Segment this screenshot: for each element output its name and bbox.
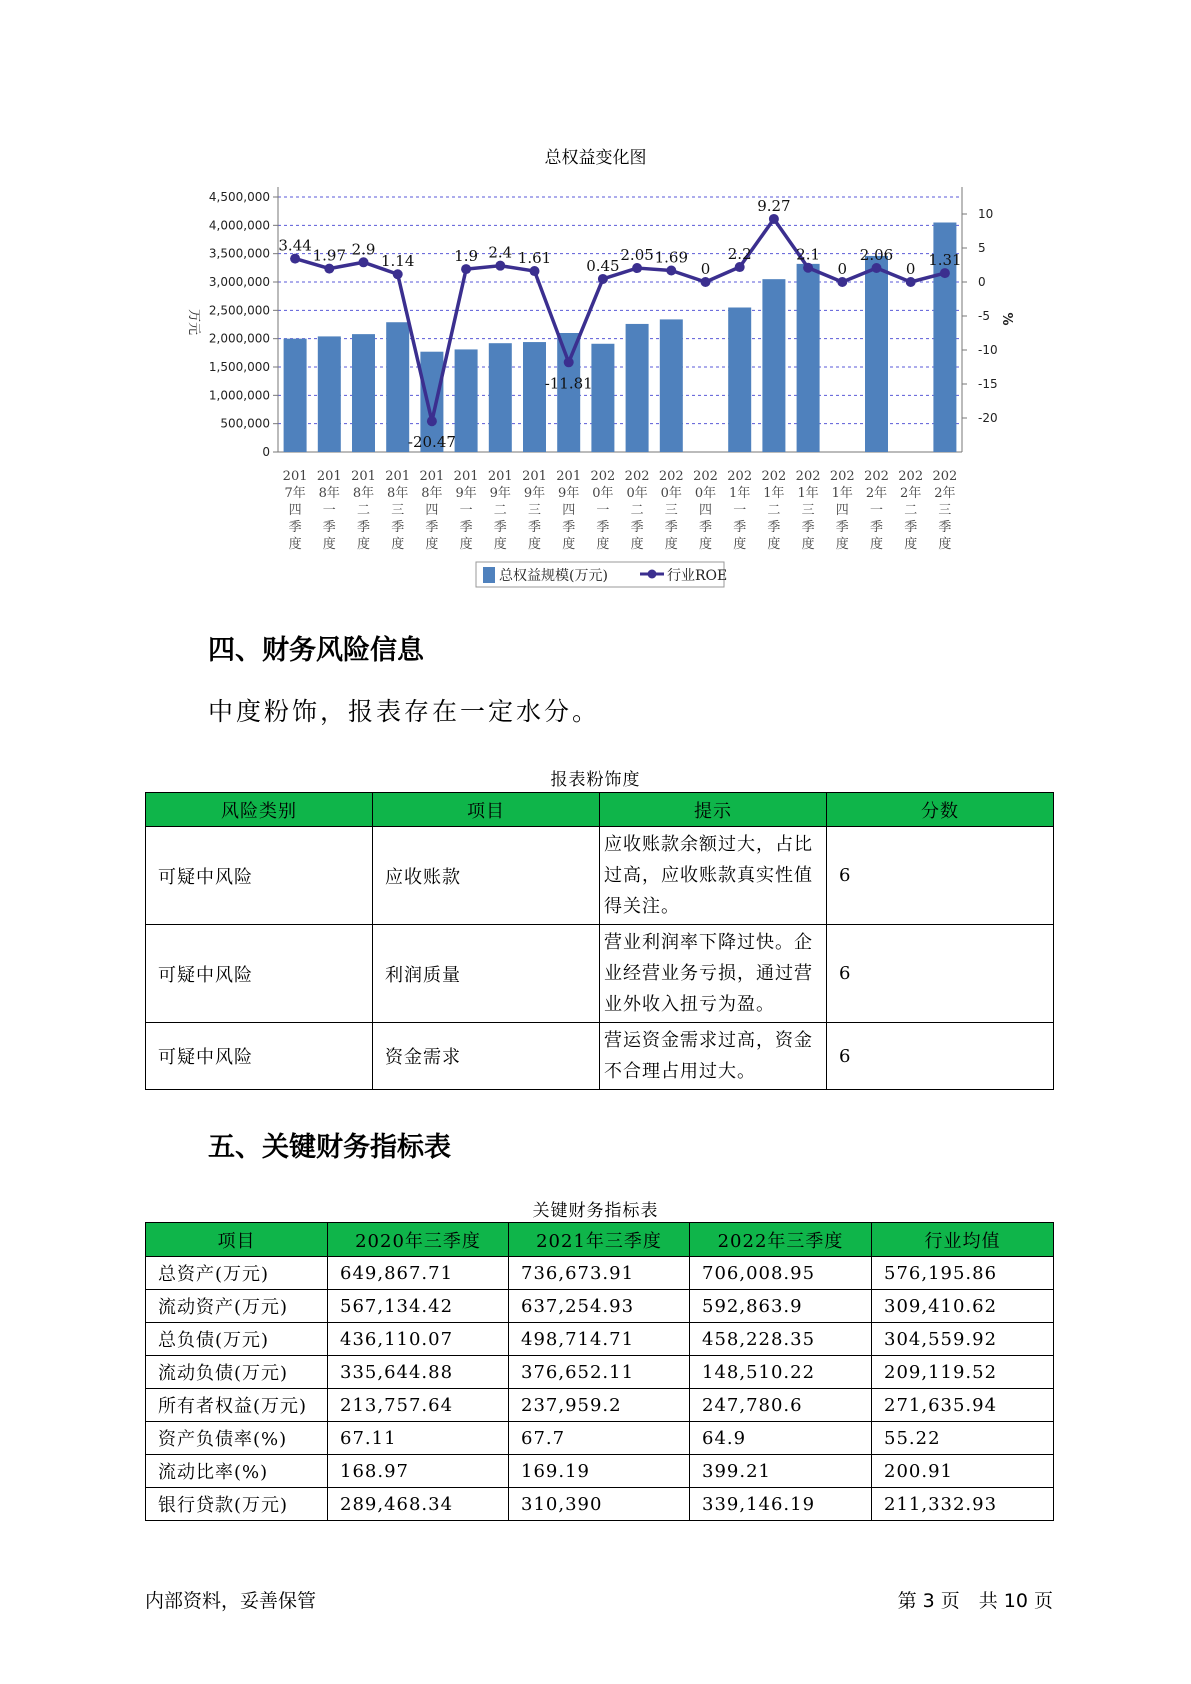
- metric-name-cell: 总资产(万元): [146, 1257, 328, 1290]
- bar: [318, 336, 341, 452]
- x-tick-label: 0年: [660, 486, 682, 501]
- roe-data-label: 2.06: [859, 245, 894, 264]
- roe-point: [735, 262, 745, 272]
- risk-item-cell: 应收账款: [373, 827, 600, 925]
- x-tick-label: 1年: [729, 486, 751, 501]
- x-tick-label: 季: [767, 520, 781, 535]
- metric-value-cell: 67.7: [509, 1422, 690, 1455]
- x-tick-label: 二: [904, 503, 918, 518]
- x-tick-label: 度: [801, 537, 815, 552]
- chart-title: 总权益变化图: [544, 148, 647, 168]
- x-tick-label: 202: [624, 469, 650, 484]
- x-tick-label: 202: [693, 469, 718, 484]
- bar: [352, 334, 375, 452]
- metric-value-cell: 168.97: [328, 1455, 509, 1488]
- y2-tick-label: 0: [978, 275, 986, 289]
- x-tick-label: 二: [356, 503, 371, 518]
- metric-value-cell: 498,714.71: [509, 1323, 690, 1356]
- x-tick-label: 度: [733, 537, 747, 552]
- risk-item-cell: 资金需求: [373, 1023, 600, 1090]
- x-tick-label: 季: [869, 520, 884, 535]
- roe-data-label: 9.27: [757, 196, 791, 215]
- x-tick-label: 1年: [763, 486, 785, 501]
- x-tick-label: 季: [356, 520, 371, 535]
- x-tick-label: 一: [869, 503, 884, 518]
- y-tick-label: 500,000: [220, 416, 270, 431]
- roe-point: [940, 268, 950, 278]
- section4-heading: 四、财务风险信息: [208, 635, 424, 666]
- risk-category-cell: 可疑中风险: [146, 925, 373, 1023]
- header-cell: 项目: [146, 1223, 328, 1257]
- x-tick-label: 季: [596, 520, 610, 535]
- metric-value-cell: 436,110.07: [328, 1323, 509, 1356]
- bar: [489, 343, 512, 452]
- x-tick-label: 1年: [797, 486, 819, 501]
- x-tick-label: 202: [795, 469, 821, 484]
- roe-data-label: 1.31: [928, 251, 962, 270]
- metric-name-cell: 流动比率(%): [146, 1455, 328, 1488]
- x-tick-label: 2年: [865, 486, 888, 501]
- x-tick-label: 一: [459, 503, 473, 518]
- header-cell: 项目: [373, 793, 600, 827]
- roe-data-label: 2.9: [351, 240, 376, 259]
- x-tick-label: 度: [493, 537, 507, 552]
- x-tick-label: 四: [562, 503, 576, 518]
- bar: [626, 324, 649, 452]
- roe-data-label: -11.81: [544, 374, 593, 393]
- table-row: [146, 1389, 1054, 1422]
- x-tick-label: 季: [425, 520, 439, 535]
- x-tick-label: 202: [727, 469, 753, 484]
- x-tick-label: 度: [630, 537, 644, 552]
- bar: [523, 342, 546, 452]
- metric-value-cell: 211,332.93: [872, 1488, 1054, 1521]
- x-tick-label: 202: [658, 469, 684, 484]
- x-tick-label: 度: [391, 537, 405, 552]
- x-tick-label: 2年: [900, 486, 922, 501]
- equity-chart: [0, 0, 1191, 600]
- x-tick-label: 季: [562, 520, 576, 535]
- section5-heading: 五、关键财务指标表: [208, 1132, 451, 1163]
- x-tick-label: 季: [459, 520, 473, 535]
- risk-table: [145, 792, 1054, 1090]
- y2-tick-label: -20: [978, 411, 998, 425]
- legend-line-label: 行业ROE: [667, 568, 728, 584]
- x-tick-label: 三: [391, 503, 405, 518]
- x-tick-label: 一: [322, 503, 336, 518]
- table-header-row: [146, 1223, 1054, 1257]
- x-tick-label: 度: [938, 537, 952, 552]
- table-row: [146, 827, 1054, 925]
- roe-point: [564, 357, 574, 367]
- x-tick-label: 季: [938, 520, 952, 535]
- roe-data-label: 1.97: [312, 246, 347, 265]
- x-tick-label: 8年: [421, 486, 443, 501]
- y2-tick-label: 5: [978, 241, 986, 255]
- x-tick-label: 202: [590, 469, 616, 484]
- legend-line-marker: [648, 570, 657, 579]
- y-tick-label: 2,000,000: [208, 331, 270, 346]
- x-tick-label: 202: [932, 469, 958, 484]
- y2-tick-label: -10: [978, 343, 998, 357]
- x-tick-label: 201: [453, 469, 479, 484]
- risk-score-cell: 6: [827, 1023, 1054, 1090]
- roe-point: [461, 264, 471, 274]
- x-tick-label: 9年: [523, 486, 546, 501]
- roe-data-label: 1.14: [380, 252, 415, 271]
- table-row: [146, 925, 1054, 1023]
- roe-point: [632, 263, 642, 273]
- x-tick-label: 202: [829, 469, 855, 484]
- y-axis-label: 万元: [186, 308, 201, 336]
- x-tick-label: 0年: [694, 486, 717, 501]
- metric-value-cell: 247,780.6: [690, 1389, 872, 1422]
- legend-bar-label: 总权益规模(万元): [499, 568, 608, 584]
- roe-point: [666, 266, 676, 276]
- x-tick-label: 季: [664, 520, 678, 535]
- x-tick-label: 201: [351, 469, 376, 484]
- x-tick-label: 8年: [352, 486, 375, 501]
- y-tick-label: 1,500,000: [208, 360, 270, 374]
- x-tick-label: 201: [522, 469, 547, 484]
- x-tick-label: 季: [835, 520, 849, 535]
- roe-point: [769, 214, 779, 224]
- metric-name-cell: 总负债(万元): [146, 1323, 328, 1356]
- roe-data-label: 0: [700, 260, 711, 278]
- roe-point: [803, 263, 813, 273]
- header-cell: 提示: [600, 793, 827, 827]
- roe-point: [359, 257, 369, 267]
- x-tick-label: 度: [698, 537, 713, 552]
- roe-point: [598, 274, 608, 284]
- x-tick-label: 201: [487, 469, 513, 484]
- x-tick-label: 度: [835, 537, 849, 552]
- roe-data-label: 2.4: [488, 243, 513, 262]
- header-cell: 2021年三季度: [509, 1223, 690, 1257]
- x-tick-label: 度: [869, 537, 884, 552]
- metric-value-cell: 55.22: [872, 1422, 1054, 1455]
- roe-point: [495, 261, 505, 271]
- roe-point: [837, 277, 847, 287]
- y-tick-label: 3,000,000: [208, 275, 270, 289]
- header-cell: 2020年三季度: [328, 1223, 509, 1257]
- roe-point: [872, 263, 882, 273]
- bar: [557, 333, 580, 452]
- y-tick-label: 2,500,000: [208, 303, 270, 318]
- x-tick-label: 度: [288, 537, 302, 552]
- metric-value-cell: 399.21: [690, 1455, 872, 1488]
- x-tick-label: 201: [316, 469, 342, 484]
- bar: [660, 319, 683, 452]
- x-tick-label: 三: [527, 503, 542, 518]
- x-tick-label: 度: [562, 537, 576, 552]
- metric-value-cell: 592,863.9: [690, 1290, 872, 1323]
- roe-point: [393, 269, 403, 279]
- x-tick-label: 度: [356, 537, 371, 552]
- bar: [455, 349, 478, 452]
- x-tick-label: 8年: [387, 486, 409, 501]
- x-tick-label: 三: [801, 503, 815, 518]
- bar: [591, 344, 614, 452]
- x-tick-label: 季: [493, 520, 507, 535]
- x-tick-label: 季: [322, 520, 336, 535]
- x-tick-label: 9年: [558, 486, 580, 501]
- table-row: [146, 1488, 1054, 1521]
- metric-value-cell: 576,195.86: [872, 1257, 1054, 1290]
- metric-name-cell: 流动资产(万元): [146, 1290, 328, 1323]
- metric-value-cell: 309,410.62: [872, 1290, 1054, 1323]
- x-tick-label: 季: [904, 520, 918, 535]
- header-cell: 行业均值: [872, 1223, 1054, 1257]
- metric-value-cell: 289,468.34: [328, 1488, 509, 1521]
- metric-value-cell: 567,134.42: [328, 1290, 509, 1323]
- table-row: [146, 1422, 1054, 1455]
- x-tick-label: 度: [322, 537, 336, 552]
- x-tick-label: 度: [664, 537, 678, 552]
- y-tick-label: 4,000,000: [208, 218, 270, 233]
- x-tick-label: 一: [733, 503, 747, 518]
- roe-point: [701, 277, 711, 287]
- x-tick-label: 度: [767, 537, 781, 552]
- roe-point: [530, 266, 540, 276]
- x-tick-label: 三: [938, 503, 952, 518]
- bar: [728, 308, 751, 453]
- x-tick-label: 度: [904, 537, 918, 552]
- metric-value-cell: 706,008.95: [690, 1257, 872, 1290]
- y-tick-label: 4,500,000: [208, 190, 270, 204]
- metric-value-cell: 376,652.11: [509, 1356, 690, 1389]
- table-header-row: [146, 793, 1054, 827]
- x-tick-label: 一: [596, 503, 610, 518]
- x-tick-label: 2年: [934, 486, 956, 501]
- roe-point: [427, 416, 437, 426]
- section4-paragraph: 中度粉饰，报表存在一定水分。: [208, 697, 601, 726]
- metric-value-cell: 67.11: [328, 1422, 509, 1455]
- metric-value-cell: 458,228.35: [690, 1323, 872, 1356]
- x-tick-label: 季: [733, 520, 747, 535]
- metric-value-cell: 736,673.91: [509, 1257, 690, 1290]
- risk-hint-cell: 营运资金需求过高，资金不合理占用过大。: [600, 1023, 827, 1090]
- x-tick-label: 202: [761, 469, 787, 484]
- risk-score-cell: 6: [827, 925, 1054, 1023]
- roe-data-label: 1.9: [454, 247, 479, 266]
- metric-value-cell: 237,959.2: [509, 1389, 690, 1422]
- metric-value-cell: 304,559.92: [872, 1323, 1054, 1356]
- x-tick-label: 季: [288, 520, 302, 535]
- metric-value-cell: 64.9: [690, 1422, 872, 1455]
- risk-hint-cell: 应收账款余额过大，占比过高，应收账款真实性值得关注。: [600, 827, 827, 925]
- roe-point: [324, 264, 334, 274]
- table-row: [146, 1257, 1054, 1290]
- x-tick-label: 度: [425, 537, 439, 552]
- x-tick-label: 0年: [592, 486, 614, 501]
- x-tick-label: 季: [527, 520, 542, 535]
- metric-value-cell: 335,644.88: [328, 1356, 509, 1389]
- metric-value-cell: 200.91: [872, 1455, 1054, 1488]
- y2-tick-label: 10: [978, 207, 994, 221]
- metric-value-cell: 310,390: [509, 1488, 690, 1521]
- x-tick-label: 202: [864, 469, 889, 484]
- roe-data-label: 0: [905, 260, 916, 278]
- metric-name-cell: 资产负债率(%): [146, 1422, 328, 1455]
- metric-value-cell: 649,867.71: [328, 1257, 509, 1290]
- x-tick-label: 7年: [284, 486, 306, 501]
- roe-data-label: 0.45: [586, 256, 620, 275]
- bar: [797, 264, 820, 452]
- x-tick-label: 1年: [831, 486, 853, 501]
- table-row: [146, 1290, 1054, 1323]
- metric-name-cell: 流动负债(万元): [146, 1356, 328, 1389]
- x-tick-label: 四: [425, 503, 439, 518]
- table-row: [146, 1455, 1054, 1488]
- x-tick-label: 度: [459, 537, 473, 552]
- roe-data-label: 1.61: [517, 249, 552, 268]
- y-tick-label: 3,500,000: [208, 246, 270, 261]
- table-row: [146, 1356, 1054, 1389]
- metric-name-cell: 所有者权益(万元): [146, 1389, 328, 1422]
- y2-axis-label: %: [999, 312, 1014, 326]
- x-tick-label: 201: [419, 469, 445, 484]
- risk-category-cell: 可疑中风险: [146, 1023, 373, 1090]
- metric-value-cell: 637,254.93: [509, 1290, 690, 1323]
- roe-data-label: 2.1: [796, 245, 821, 264]
- x-tick-label: 8年: [318, 486, 340, 501]
- legend-bar-swatch: [483, 567, 495, 583]
- x-tick-label: 9年: [489, 486, 511, 501]
- x-tick-label: 201: [385, 469, 411, 484]
- header-cell: 风险类别: [146, 793, 373, 827]
- x-tick-label: 202: [898, 469, 924, 484]
- metric-value-cell: 271,635.94: [872, 1389, 1054, 1422]
- header-cell: 分数: [827, 793, 1054, 827]
- x-tick-label: 三: [664, 503, 678, 518]
- kpi-table: [145, 1222, 1054, 1521]
- x-tick-label: 二: [493, 503, 507, 518]
- x-tick-label: 季: [698, 520, 713, 535]
- risk-item-cell: 利润质量: [373, 925, 600, 1023]
- risk-hint-cell: 营业利润率下降过快。企业经营业务亏损，通过营业外收入扭亏为盈。: [600, 925, 827, 1023]
- y2-tick-label: -5: [978, 309, 990, 323]
- roe-data-label: 0: [837, 260, 848, 278]
- roe-data-label: 3.44: [278, 236, 312, 255]
- risk-category-cell: 可疑中风险: [146, 827, 373, 925]
- roe-point: [906, 277, 916, 287]
- kpi-table-caption: 关键财务指标表: [532, 1201, 659, 1221]
- x-tick-label: 季: [630, 520, 644, 535]
- metric-value-cell: 213,757.64: [328, 1389, 509, 1422]
- metric-value-cell: 148,510.22: [690, 1356, 872, 1389]
- x-tick-label: 二: [767, 503, 781, 518]
- table-row: [146, 1323, 1054, 1356]
- risk-score-cell: 6: [827, 827, 1054, 925]
- x-tick-label: 四: [698, 503, 713, 518]
- risk-table-caption: 报表粉饰度: [550, 770, 641, 790]
- x-tick-label: 四: [835, 503, 849, 518]
- bar: [386, 322, 409, 452]
- metric-value-cell: 169.19: [509, 1455, 690, 1488]
- x-tick-label: 9年: [455, 486, 477, 501]
- footer-note: 内部资料，妥善保管: [145, 1590, 317, 1612]
- bar: [865, 256, 888, 452]
- y-tick-label: 0: [262, 445, 270, 459]
- bar: [284, 339, 307, 452]
- header-cell: 2022年三季度: [690, 1223, 872, 1257]
- y2-tick-label: -15: [978, 377, 998, 391]
- roe-point: [290, 254, 300, 264]
- x-tick-label: 季: [801, 520, 815, 535]
- x-tick-label: 度: [527, 537, 542, 552]
- roe-data-label: 1.69: [654, 248, 689, 267]
- metric-value-cell: 209,119.52: [872, 1356, 1054, 1389]
- roe-data-label: -20.47: [407, 433, 456, 452]
- x-tick-label: 201: [556, 469, 582, 484]
- roe-data-label: 2.05: [620, 246, 654, 265]
- metric-value-cell: 339,146.19: [690, 1488, 872, 1521]
- roe-data-label: 2.2: [727, 245, 752, 264]
- x-tick-label: 度: [596, 537, 610, 552]
- table-row: [146, 1023, 1054, 1090]
- x-tick-label: 二: [630, 503, 644, 518]
- bar: [762, 279, 785, 452]
- x-tick-label: 四: [288, 503, 302, 518]
- x-tick-label: 季: [391, 520, 405, 535]
- x-tick-label: 201: [282, 469, 308, 484]
- page-number: 第 3 页 共 10 页: [897, 1590, 1053, 1612]
- metric-name-cell: 银行贷款(万元): [146, 1488, 328, 1521]
- x-tick-label: 0年: [626, 486, 648, 501]
- y-tick-label: 1,000,000: [208, 388, 270, 403]
